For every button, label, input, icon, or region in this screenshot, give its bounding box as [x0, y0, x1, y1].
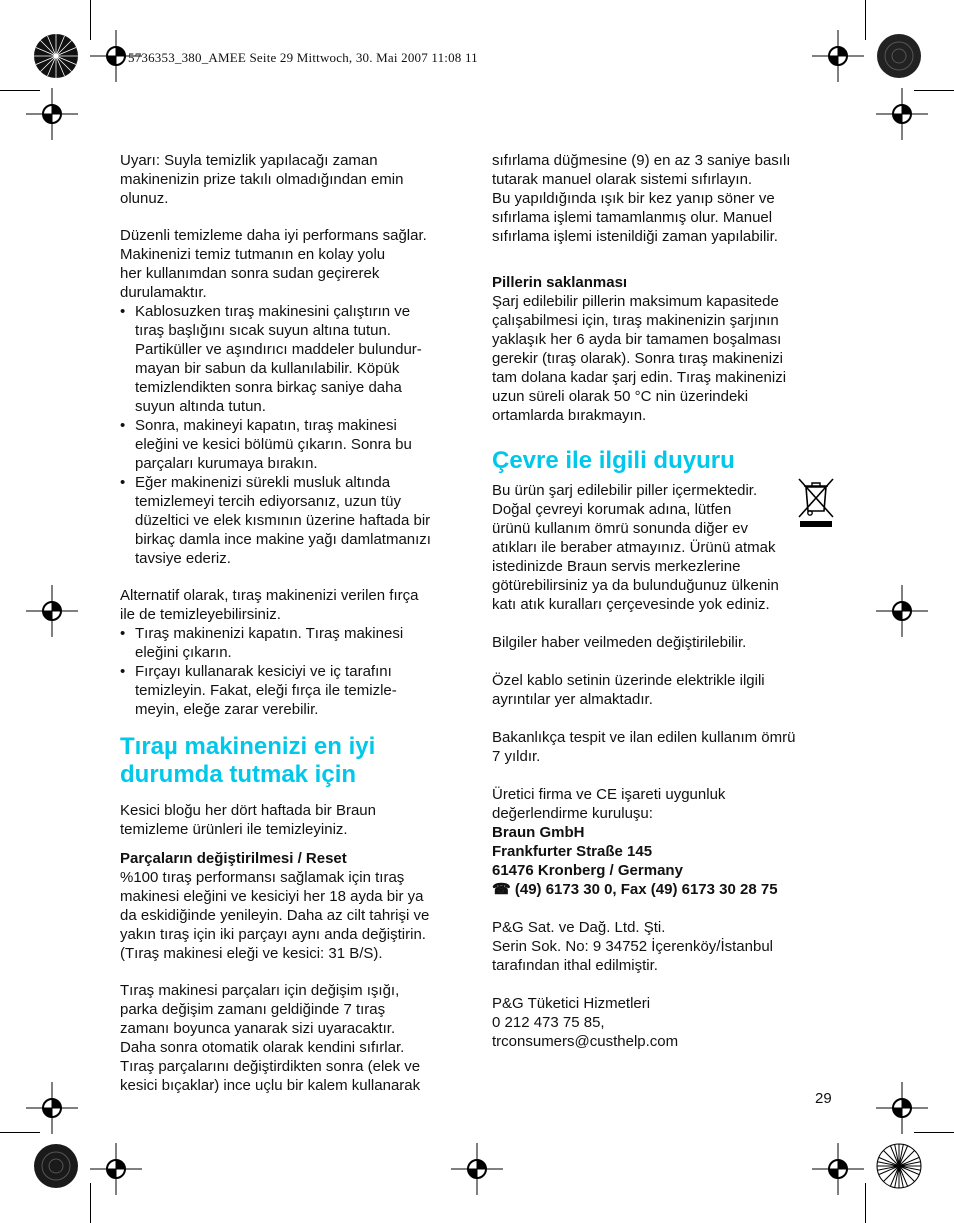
service-text: P&G Tüketici Hizmetleri 0 212 473 75 85, trconsumers@custhelp.com [492, 995, 679, 1050]
warning-text: Uyarı: Suyla temizlik yapılacağı zaman makinenizin prize takılı olmadığından emin olunuz. [120, 152, 404, 207]
crosshair-icon [812, 1143, 864, 1195]
crosshair-icon [876, 585, 928, 637]
crosshair-icon [812, 30, 864, 82]
brush-intro: Alternatif olarak, tıraş makinenizi verilen fırça ile de temizleyebilirsiniz. [120, 587, 419, 623]
crosshair-icon [26, 585, 78, 637]
battery-subheading: Pillerin saklanması [492, 274, 628, 291]
starburst-registration-icon [876, 1143, 922, 1189]
company-city: 61476 Kronberg / Germany [492, 862, 683, 879]
importer-text: P&G Sat. ve Dağ. Ltd. Şti. Serin Sok. No: 9 34752 İçerenköy/İstanbul tarafından ithal edilmiştir. [492, 919, 774, 974]
crop-line [865, 1183, 866, 1223]
manufacturer-intro: Üretici firma ve CE işareti uygunluk değerlendirme kuruluşu: [492, 786, 726, 822]
environment-text: Bu ürün şarj edilebilir piller içermektedir. Doğal çevreyi korumak adına, lütfen ürünü kullanım ömrü sonunda diğer ev atıkları ile beraber atmayınız. Ürünü atmak istedinizde Braun servis merkezlerine götürebilirsiniz ya da bulunduğunuz ülkenin katı atık kuralları çerçevesinde yok ediniz. [492, 482, 779, 613]
list-item: • Eğer makinenizi sürekli musluk altında temizlemeyi tercih ediyorsanız, uzun tüy düzeltici ve elek kısmının üzerine haftada bir birkaç damla ince makine yağı damlatmanızı tavsiye ederiz. [120, 473, 465, 568]
battery-text: Şarj edilebilir pillerin maksimum kapasitede çalışabilmesi için, tıraş makinenizin şarjının yaklaşık her 6 ayda bir tamamen boşalması gerekir (tıraş olarak). Sonra tıraş makinenizi tam dolana kadar şarj edin. Tıraş makinenizi uzun süreli olarak 50 °C nin üzerindeki ortamlarda bırakmayın. [492, 293, 787, 424]
company-name: Braun GmbH [492, 824, 585, 841]
notice-cable: Özel kablo setinin üzerinde elektrikle ilgili ayrıntılar yer almaktadır. [492, 672, 765, 708]
reset-text: sıfırlama düğmesine (9) en az 3 saniye basılı tutarak manuel olarak sistemi sıfırlayın. Bu yapıldığında ışık bir kez yanıp söner ve sıfırlama işlemi tamamlanmış olur. Manuel sıfırlama işlemi istenildiği zaman yapılabilir. [492, 152, 791, 245]
crosshair-icon [26, 1082, 78, 1134]
left-column [120, 151, 465, 719]
right-column [492, 151, 837, 1069]
company-street: Frankfurter Straße 145 [492, 843, 653, 860]
starburst-registration-icon [876, 33, 922, 79]
notice-change: Bilgiler haber veilmeden değiştirilebilir. [492, 634, 747, 651]
crop-line [865, 0, 866, 40]
print-slug: 5736353_380_AMEE Seite 29 Mittwoch, 30. Mai 2007 11:08 11 [128, 50, 478, 65]
crossed-out-wheelie-bin-icon [796, 475, 836, 529]
light-text: Tıraş makinesi parçaları için değişim ışığı, parka değişim zamanı geldiğinde 7 tıraş zamanı boyunca yanarak sizi uyaracaktır. Daha sonra otomatik olarak kendini sıfırlar. Tıraş parçalarını değiştirdikten sonra (elek ve kesici bıçaklar) ince uçlu bir kalem kullanarak [120, 982, 421, 1094]
telephone-icon: ☎ [492, 881, 511, 898]
starburst-registration-icon [33, 1143, 79, 1189]
cleaning-bullet-list [120, 302, 465, 568]
section-heading-environment: Çevre ile ilgili duyuru [492, 447, 735, 474]
left-column-lower [120, 733, 465, 1113]
phone-text: (49) 6173 30 0, Fax (49) 6173 30 28 75 [514, 881, 778, 898]
keep-text: Kesici bloğu her dört haftada bir Braun temizleme ürünleri ile temizleyiniz. [120, 802, 376, 838]
starburst-registration-icon [33, 33, 79, 79]
company-phone [492, 880, 837, 899]
crosshair-icon [26, 88, 78, 140]
list-item: • Fırçayı kullanarak kesiciyi ve iç tarafını temizleyin. Fakat, eleği fırça ile temizle- meyin, eleğe zarar verebilir. [120, 662, 465, 719]
section-heading-maintenance: Tıraµ makinenizi en iyi durumda tutmak için [120, 733, 376, 788]
cleaning-intro: Düzenli temizleme daha iyi performans sağlar. Makinenizi temiz tutmanın en kolay yolu her kullanımdan sonra sudan geçirerek durulamaktır. [120, 227, 427, 301]
page-number: 29 [815, 1090, 832, 1107]
crosshair-icon [90, 1143, 142, 1195]
replace-text: %100 tıraş performansı sağlamak için tıraş makinesi eleğini ve kesiciyi her 18 ayda bir ya da eskidiğinde yenileyin. Daha az cilt tahrişi ve yakın tıraş için iki parçayı aynı anda değiştirin. (Tıraş makinesi eleği ve kesici: 31 B/S). [120, 869, 430, 962]
list-item: • Tıraş makinenizi kapatın. Tıraş makinesi eleğini çıkarın. [120, 624, 465, 662]
crosshair-icon [876, 88, 928, 140]
replace-subheading: Parçaların değiştirilmesi / Reset [120, 850, 347, 867]
list-item: • Sonra, makineyi kapatın, tıraş makinesi eleğini ve kesici bölümü çıkarın. Sonra bu parçaları kurumaya bırakın. [120, 416, 465, 473]
crosshair-icon [876, 1082, 928, 1134]
list-item: • Kablosuzken tıraş makinesini çalıştırın ve tıraş başlığını sıcak suyun altına tutun. Partiküller ve aşındırıcı maddeler bulundur- mayan bir sabun da kullanılabilir. Köpük temizlendikten sonra birkaç saniye daha suyun altında tutun. [120, 302, 465, 416]
brush-bullet-list [120, 624, 465, 719]
notice-life: Bakanlıkça tespit ve ilan edilen kullanım ömrü 7 yıldır. [492, 729, 796, 765]
crosshair-icon [451, 1143, 503, 1195]
